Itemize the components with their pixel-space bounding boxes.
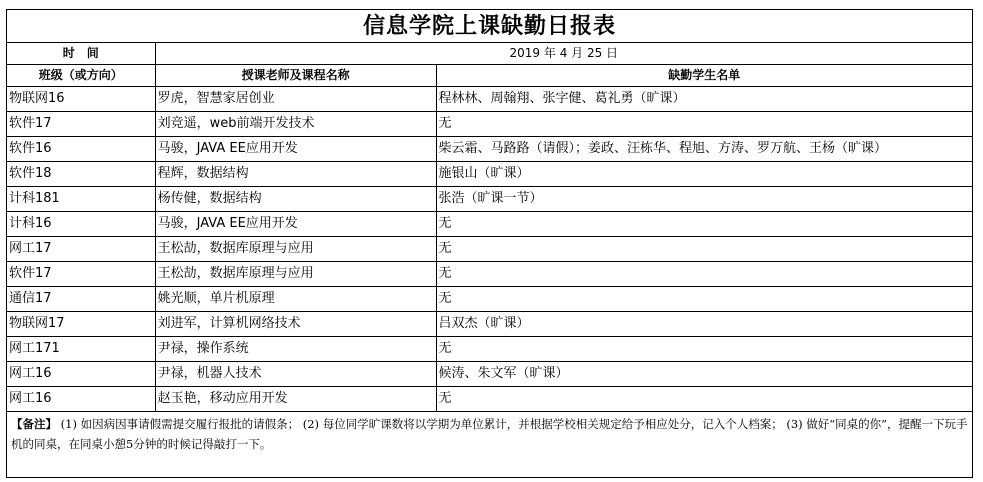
date-label: 时 间 bbox=[7, 43, 156, 65]
title-row bbox=[7, 10, 973, 43]
cell-absent: 无 bbox=[436, 112, 972, 137]
cell-absent: 候涛、朱文军（旷课） bbox=[436, 362, 972, 387]
table-row bbox=[7, 187, 973, 212]
cell-class: 计科181 bbox=[7, 187, 156, 212]
table-row bbox=[7, 212, 973, 237]
col-header-class: 班级（或方向） bbox=[7, 65, 156, 87]
cell-class: 软件17 bbox=[7, 112, 156, 137]
table-row bbox=[7, 137, 973, 162]
cell-teacher-course: 尹禄，机器人技术 bbox=[155, 362, 436, 387]
cell-class: 物联网17 bbox=[7, 312, 156, 337]
table-row bbox=[7, 237, 973, 262]
cell-class: 网工171 bbox=[7, 337, 156, 362]
cell-teacher-course: 王松劼，数据库原理与应用 bbox=[155, 237, 436, 262]
cell-absent: 无 bbox=[436, 237, 972, 262]
cell-teacher-course: 马骏，JAVA EE应用开发 bbox=[155, 137, 436, 162]
table-row bbox=[7, 337, 973, 362]
date-row bbox=[7, 43, 973, 65]
cell-absent: 无 bbox=[436, 387, 972, 412]
table-row bbox=[7, 362, 973, 387]
cell-class: 网工16 bbox=[7, 362, 156, 387]
cell-teacher-course: 杨传健，数据结构 bbox=[155, 187, 436, 212]
cell-absent: 吕双杰（旷课） bbox=[436, 312, 972, 337]
cell-absent: 张浩（旷课一节） bbox=[436, 187, 972, 212]
cell-class: 网工17 bbox=[7, 237, 156, 262]
cell-absent: 施银山（旷课） bbox=[436, 162, 972, 187]
note-text: (1) 如因病因事请假需提交履行报批的请假条； (2) 每位同学旷课数将以学期为单位累计，并根据学校相关规定给予相应处分，记入个人档案； (3) 做好“同桌的你”，提醒一下玩手机的同桌，在同桌小憩5分钟的时候记得敲打一下。 bbox=[11, 417, 968, 451]
cell-class: 通信17 bbox=[7, 287, 156, 312]
cell-teacher-course: 王松劼，数据库原理与应用 bbox=[155, 262, 436, 287]
cell-teacher-course: 刘竞遥，web前端开发技术 bbox=[155, 112, 436, 137]
cell-absent: 无 bbox=[436, 262, 972, 287]
cell-absent: 程林林、周翰翔、张字健、葛礼勇（旷课） bbox=[436, 87, 972, 112]
cell-class: 物联网16 bbox=[7, 87, 156, 112]
note-cell bbox=[7, 412, 973, 478]
cell-teacher-course: 姚光顺，单片机原理 bbox=[155, 287, 436, 312]
header-row bbox=[7, 65, 973, 87]
cell-class: 网工16 bbox=[7, 387, 156, 412]
date-value: 2019 年 4 月 25 日 bbox=[155, 43, 972, 65]
table-row bbox=[7, 112, 973, 137]
table-row bbox=[7, 287, 973, 312]
report-title: 信息学院上课缺勤日报表 bbox=[7, 10, 973, 43]
cell-absent: 无 bbox=[436, 337, 972, 362]
table-row bbox=[7, 312, 973, 337]
cell-class: 计科16 bbox=[7, 212, 156, 237]
cell-teacher-course: 马骏，JAVA EE应用开发 bbox=[155, 212, 436, 237]
cell-teacher-course: 刘进军，计算机网络技术 bbox=[155, 312, 436, 337]
note-label: 【备注】 bbox=[11, 417, 57, 431]
cell-class: 软件17 bbox=[7, 262, 156, 287]
attendance-table bbox=[6, 9, 973, 478]
attendance-report-sheet bbox=[6, 9, 973, 475]
cell-teacher-course: 赵玉艳，移动应用开发 bbox=[155, 387, 436, 412]
cell-teacher-course: 罗虎，智慧家居创业 bbox=[155, 87, 436, 112]
cell-class: 软件16 bbox=[7, 137, 156, 162]
cell-class: 软件18 bbox=[7, 162, 156, 187]
table-row bbox=[7, 387, 973, 412]
col-header-teacher-course: 授课老师及课程名称 bbox=[155, 65, 436, 87]
cell-teacher-course: 程辉，数据结构 bbox=[155, 162, 436, 187]
table-row bbox=[7, 162, 973, 187]
cell-absent: 无 bbox=[436, 287, 972, 312]
cell-absent: 无 bbox=[436, 212, 972, 237]
note-row bbox=[7, 412, 973, 478]
table-row bbox=[7, 87, 973, 112]
col-header-absent: 缺勤学生名单 bbox=[436, 65, 972, 87]
table-row bbox=[7, 262, 973, 287]
cell-absent: 柴云霜、马路路（请假）；姜政、汪栋华、程旭、方涛、罗万航、王杨（旷课） bbox=[436, 137, 972, 162]
cell-teacher-course: 尹禄，操作系统 bbox=[155, 337, 436, 362]
